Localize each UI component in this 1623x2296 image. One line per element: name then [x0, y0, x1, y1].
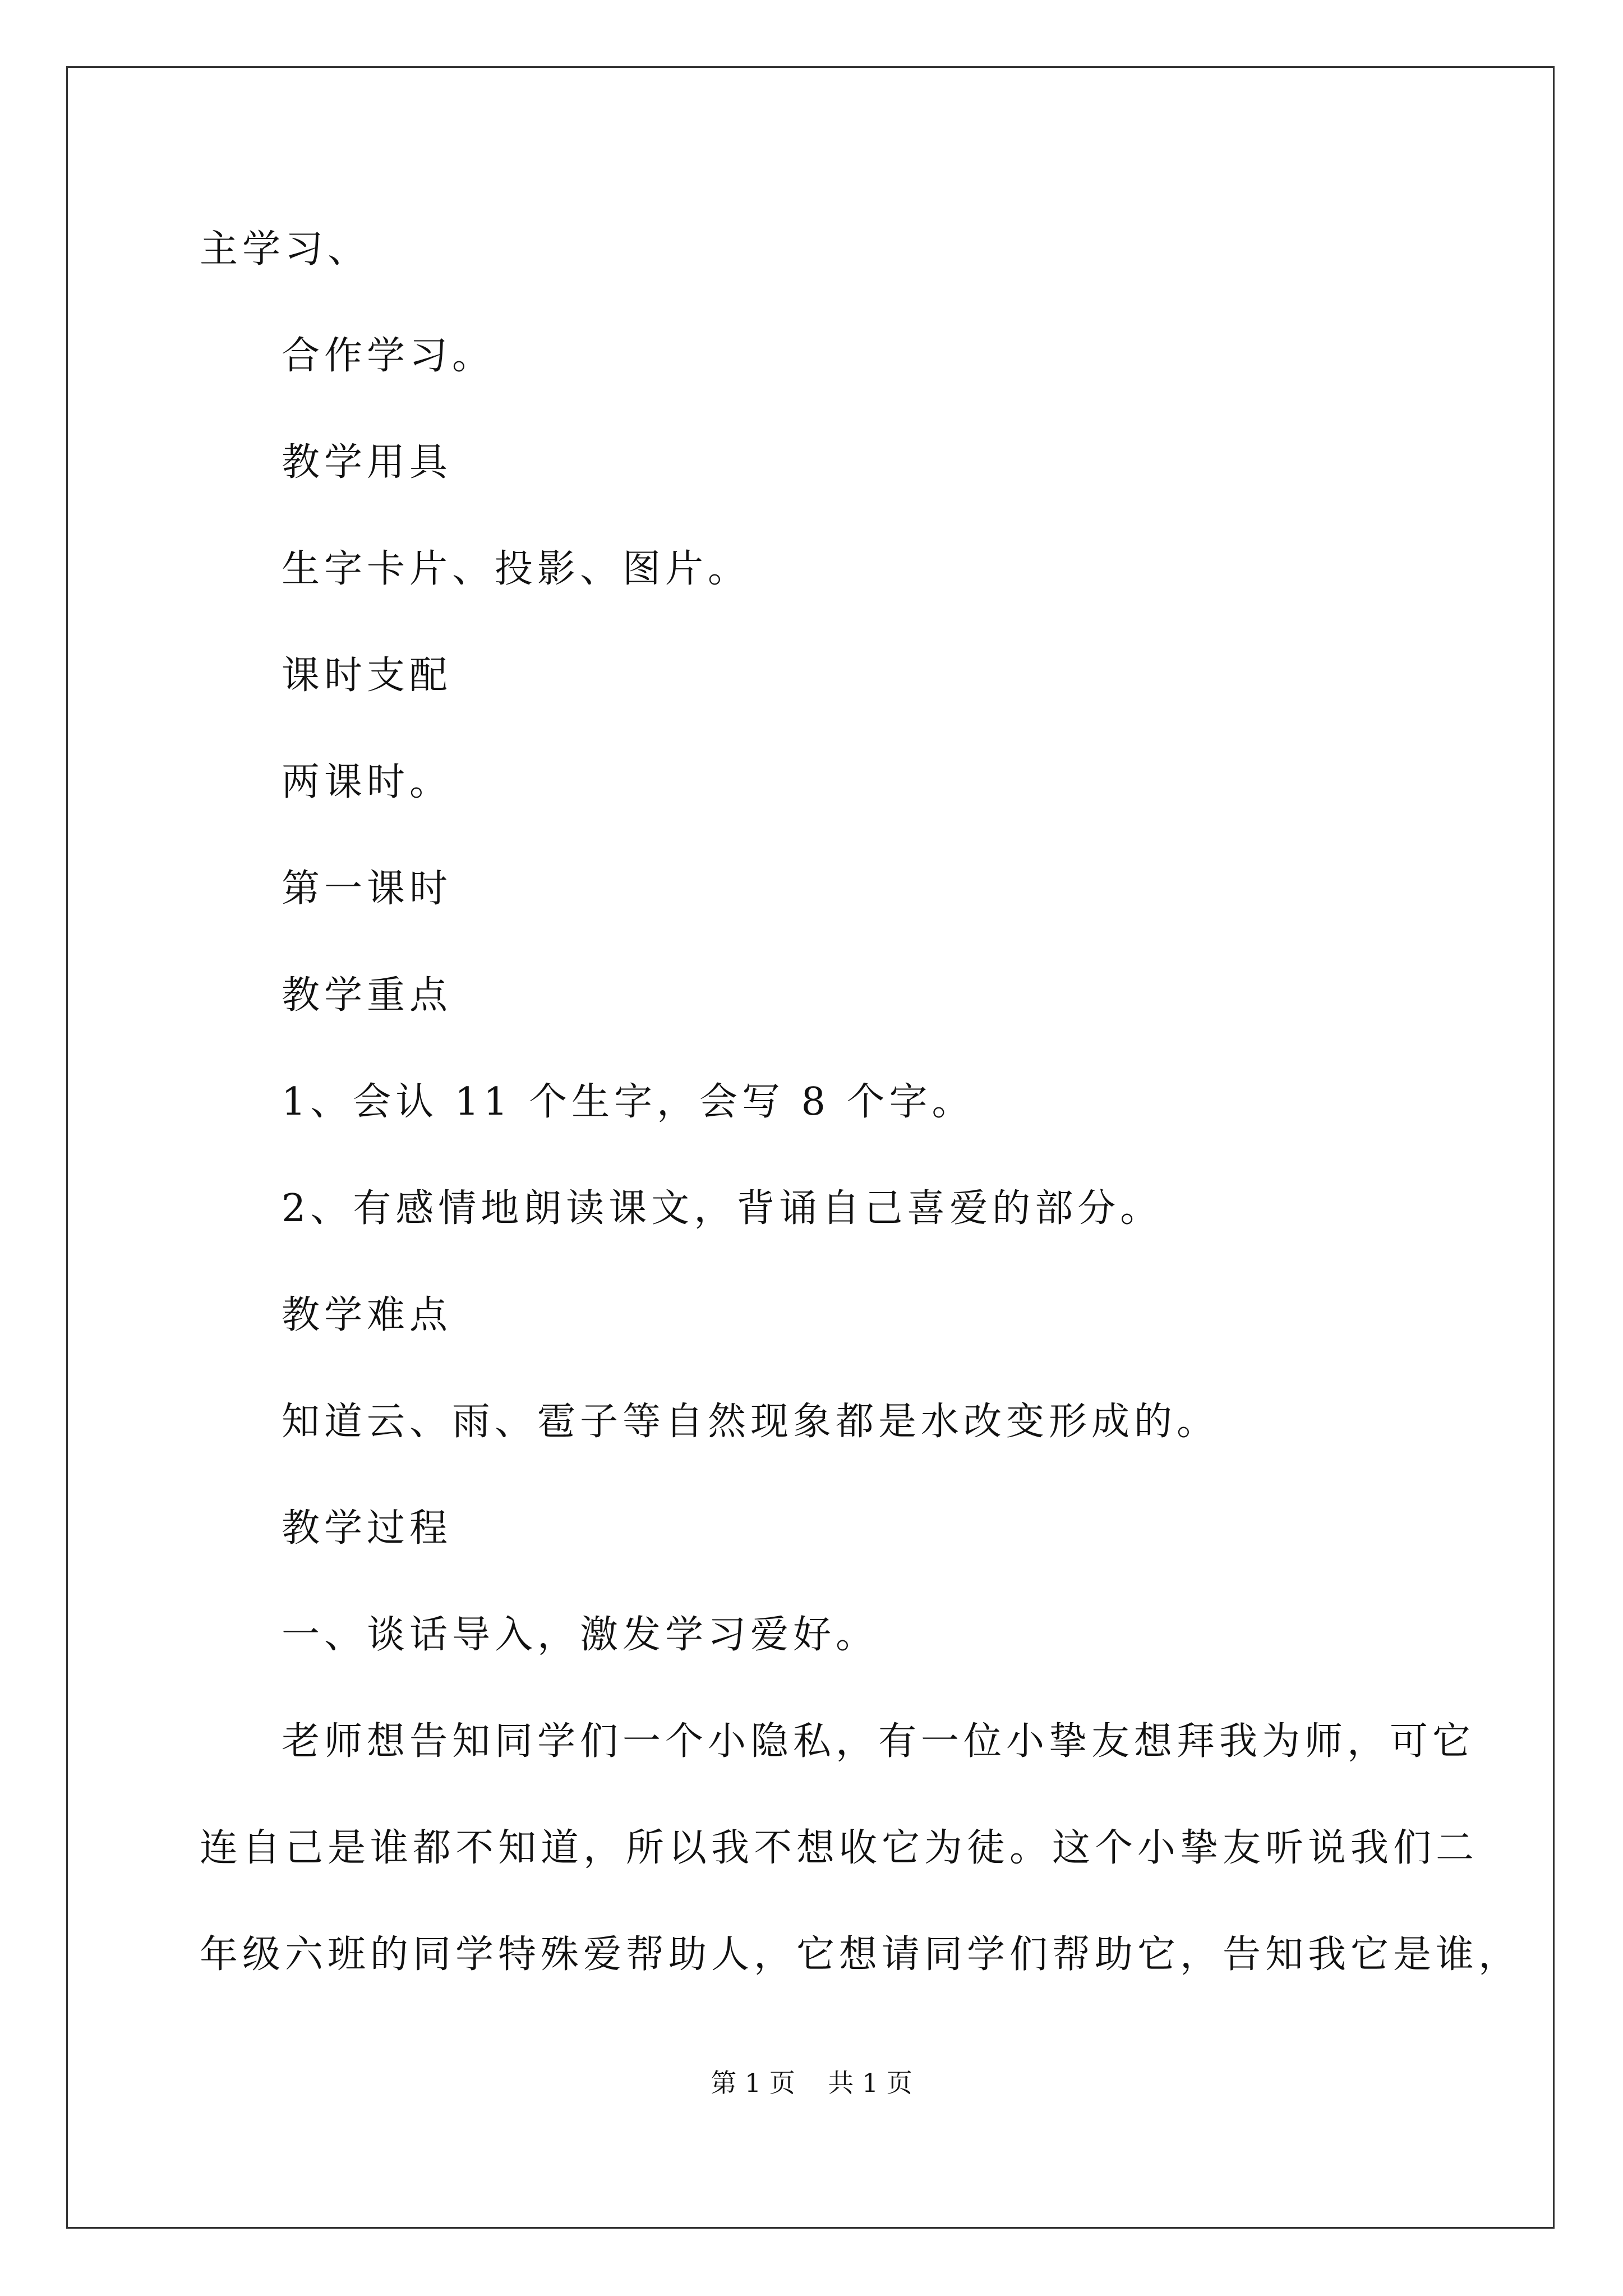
paragraph-line: 老师想告知同学们一个小隐私，有一位小挚友想拜我为师，可它 — [282, 1719, 1476, 1764]
paragraph-line: 连自己是谁都不知道，所以我不想收它为徒。这个小挚友听说我们二 — [200, 1826, 1479, 1870]
list-item: 1、会认 11 个生字，会写 8 个字。 — [282, 1080, 975, 1124]
section-heading: 课时支配 — [282, 654, 453, 698]
page-frame — [66, 66, 1555, 2229]
text-line: 合作学习。 — [282, 334, 495, 378]
text-line: 知道云、雨、雹子等自然现象都是水改变形成的。 — [282, 1400, 1220, 1444]
text-line: 生字卡片、投影、图片。 — [282, 547, 751, 591]
list-item: 2、有感情地朗读课文，背诵自己喜爱的部分。 — [282, 1186, 1163, 1231]
section-heading: 教学难点 — [282, 1293, 453, 1337]
paragraph-line: 年级六班的同学特殊爱帮助人，它想请同学们帮助它，告知我它是谁， — [200, 1932, 1521, 1977]
page-footer: 第 1 页 共 1 页 — [711, 2068, 912, 2098]
section-heading: 教学用具 — [282, 440, 453, 485]
section-heading: 教学重点 — [282, 973, 453, 1018]
section-heading: 教学过程 — [282, 1506, 453, 1550]
text-line: 两课时。 — [282, 760, 453, 804]
text-line: 主学习、 — [200, 227, 371, 272]
text-line: 一、谈话导入，激发学习爱好。 — [282, 1613, 879, 1657]
section-heading: 第一课时 — [282, 867, 453, 911]
